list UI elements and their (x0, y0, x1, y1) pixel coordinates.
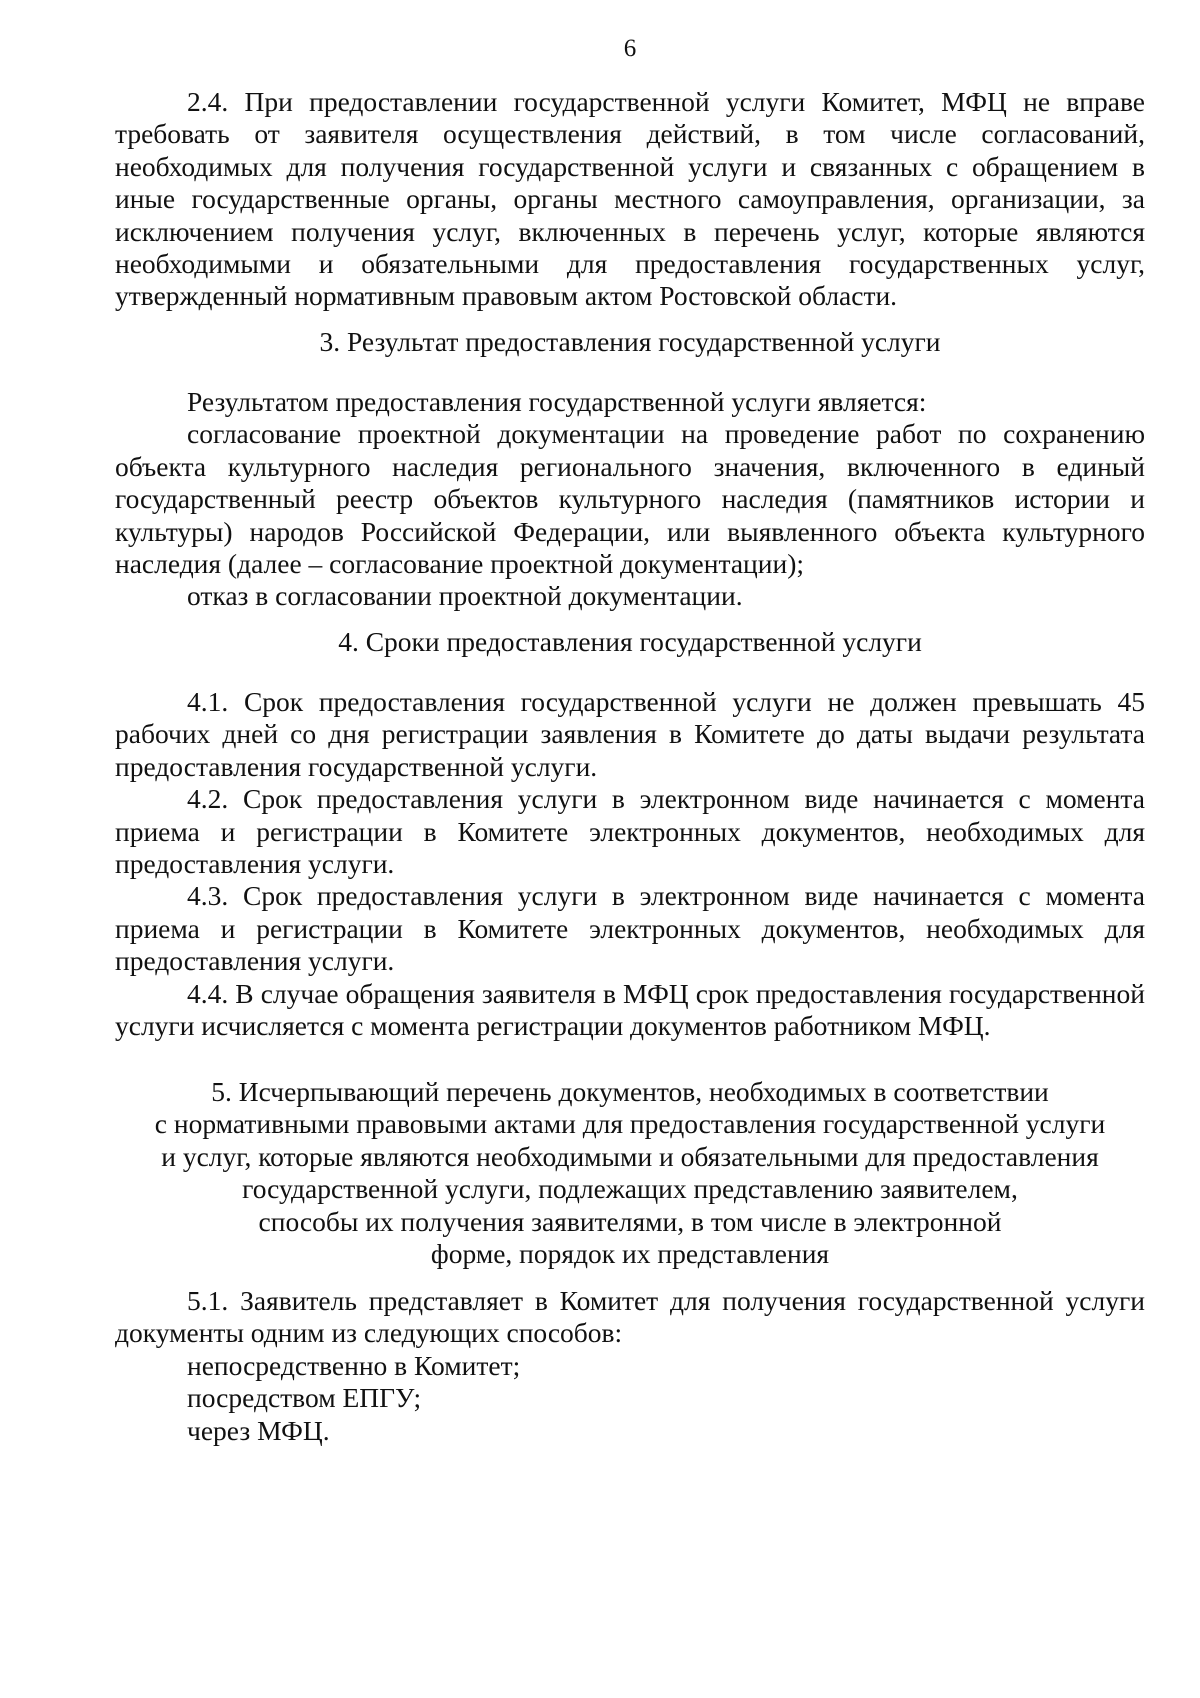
page-number: 6 (623, 35, 637, 62)
section-5-heading-line: 5. Исчерпывающий перечень документов, необходимых в соответствии (211, 1076, 1049, 1107)
submission-method-item: через МФЦ. (187, 1414, 330, 1446)
section-3-body (115, 386, 1145, 613)
paragraph-4-2: 4.2. Срок предоставления услуги в электронном виде начинается с момента приема и регистрации в Комитете электронных документов, необходимых для предоставления услуги. (115, 783, 1145, 880)
section-5-heading-line: государственной услуги, подлежащих представлению заявителем, (242, 1173, 1018, 1205)
paragraph-4-3: 4.3. Срок предоставления услуги в электронном виде начинается с момента приема и регистрации в Комитете электронных документов, необходимых для предоставления услуги. (115, 880, 1145, 977)
section-4-body (115, 686, 1145, 1042)
paragraph-5-1: 5.1. Заявитель представляет в Комитет для получения государственной услуги документы одним из следующих способов: (115, 1285, 1145, 1349)
paragraph-2-4-block (115, 86, 1145, 313)
section-5-body (115, 1285, 1145, 1447)
section-3-result-refusal: отказ в согласовании проектной документации. (187, 580, 743, 612)
submission-method-item: непосредственно в Комитет; (187, 1349, 521, 1381)
section-3-result-approval: согласование проектной документации на проведение работ по сохранению объекта культурного наследия регионального значения, включенного в единый государственный реестр объектов культурного наследия (памятников истории и культуры) народов Российской Федерации, или выявленного объекта культурного наследия (далее – согласование проектной документации); (115, 418, 1145, 580)
section-3-heading-block (115, 326, 1145, 358)
section-4-heading: 4. Сроки предоставления государственной услуги (338, 626, 922, 657)
section-3-heading: 3. Результат предоставления государственной услуги (319, 326, 941, 357)
section-5-heading (115, 1076, 1145, 1270)
section-5-heading-line: и услуг, которые являются необходимыми и обязательными для предоставления (161, 1140, 1099, 1172)
paragraph-4-1: 4.1. Срок предоставления государственной услуги не должен превышать 45 рабочих дней со дня регистрации заявления в Комитете до даты выдачи результата предоставления государственной услуги. (115, 686, 1145, 782)
section-5-heading-line: форме, порядок их представления (430, 1238, 830, 1270)
paragraph-4-4: 4.4. В случае обращения заявителя в МФЦ срок предоставления государственной услуги исчисляется с момента регистрации документов работником МФЦ. (115, 977, 1145, 1042)
section-5-heading-line: способы их получения заявителями, в том числе в электронной (258, 1205, 1002, 1237)
paragraph-2-4: 2.4. При предоставлении государственной услуги Комитет, МФЦ не вправе требовать от заявителя осуществления действий, в том числе согласований, необходимых для получения государственной услуги и связанных с обращением в иные государственные органы, органы местного самоуправления, организации, за исключением получения услуг, включенных в перечень услуг, которые являются необходимыми и обязательными для предоставления государственных услуг, утвержденный нормативным правовым актом Ростовской области. (115, 86, 1145, 312)
section-4-heading-block (115, 626, 1145, 658)
section-5-heading-line: с нормативными правовыми актами для предоставления государственной услуги (154, 1108, 1106, 1140)
submission-method-item: посредством ЕПГУ; (187, 1382, 422, 1414)
section-3-intro: Результатом предоставления государственной услуги является: (187, 386, 927, 417)
